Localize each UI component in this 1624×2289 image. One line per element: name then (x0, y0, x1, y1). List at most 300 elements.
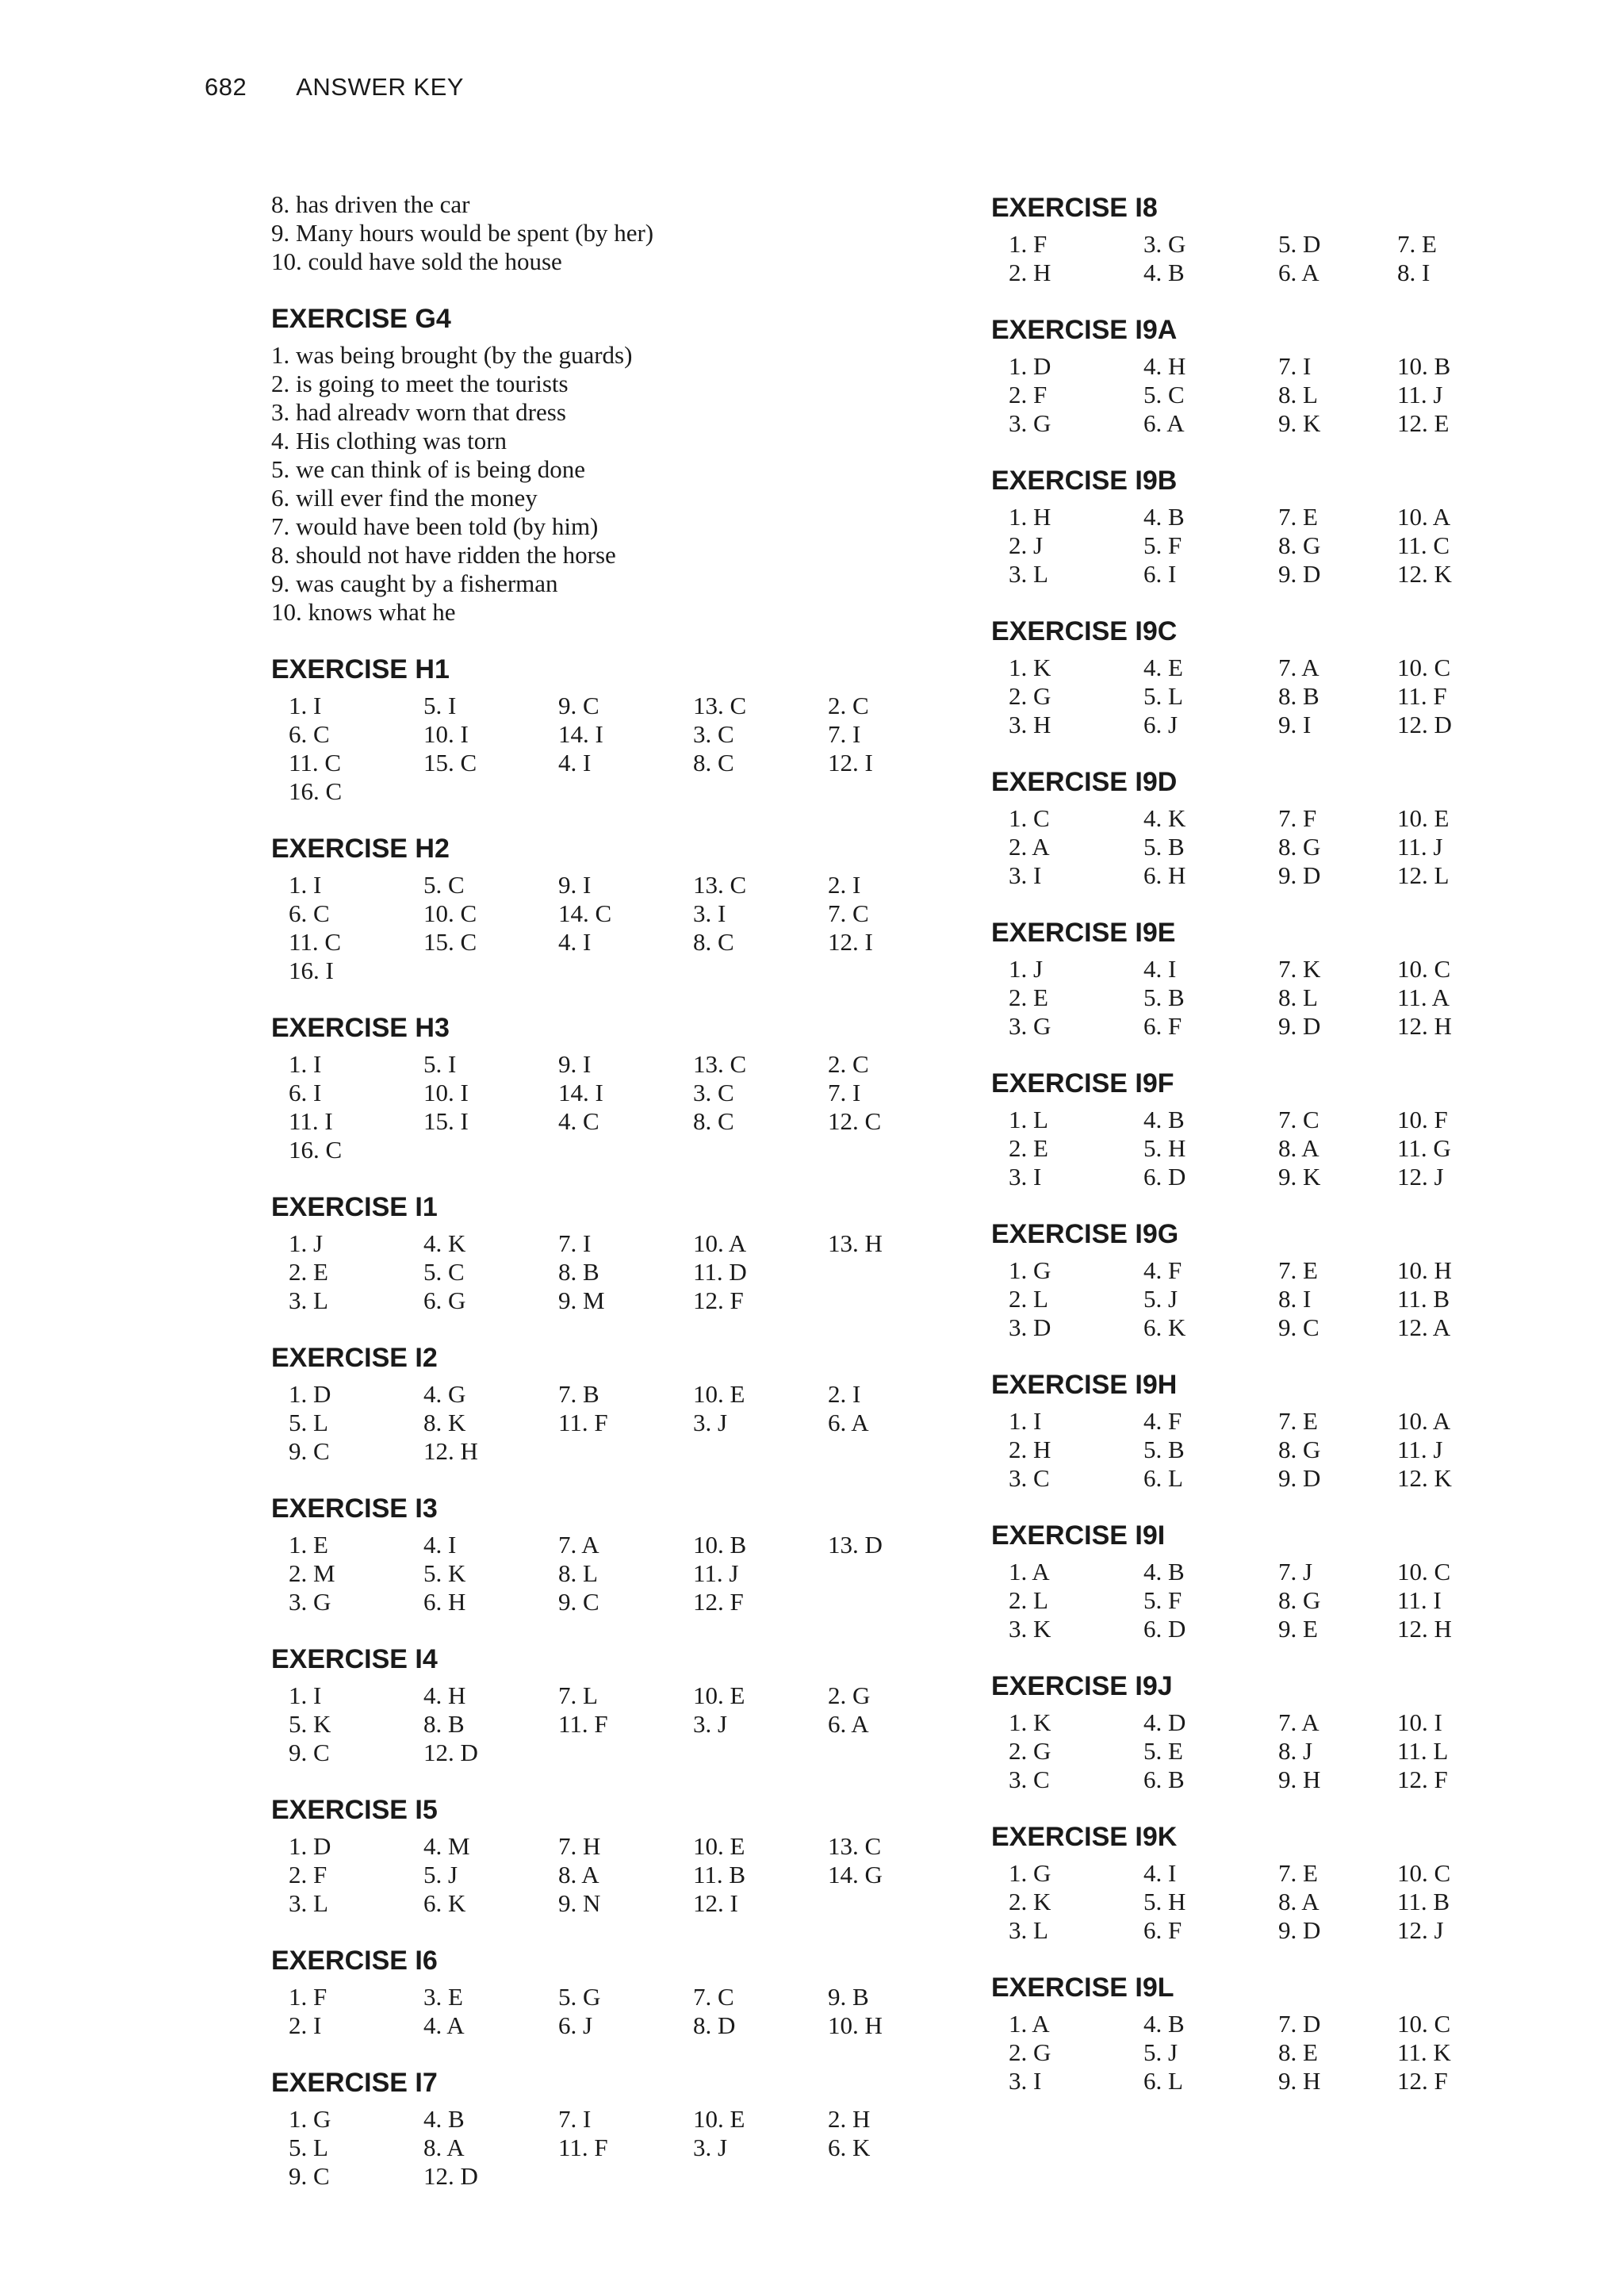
answer-cell: 6. I (1143, 560, 1177, 588)
answer-cell: 13. C (828, 1832, 882, 1860)
answer-cell: 2. I (828, 1380, 861, 1408)
list-item: 8. has driven the car (271, 190, 470, 218)
answer-cell: 9. H (1278, 1766, 1321, 1793)
answer-cell: 5. B (1143, 1436, 1185, 1463)
answer-cell: 4. B (1143, 259, 1185, 286)
answer-grid (991, 804, 1546, 890)
answer-cell: 8. A (1278, 1134, 1320, 1162)
answer-cell (828, 1258, 963, 1286)
answer-cell: 11. F (558, 1710, 608, 1738)
answer-cell: 11. I (289, 1107, 333, 1135)
answer-cell: 12. D (1397, 711, 1452, 738)
answer-cell: 3. K (1009, 1615, 1051, 1643)
answer-cell: 10. C (1397, 1859, 1451, 1887)
answer-grid (271, 1531, 937, 1616)
answer-cell: 10. C (1397, 955, 1451, 983)
answer-cell: 15. C (423, 749, 477, 776)
answer-grid (991, 1708, 1546, 1794)
answer-cell: 8. B (423, 1710, 465, 1738)
answer-cell: 1. A (1009, 2010, 1050, 2038)
answer-cell: 9. B (828, 1983, 869, 2011)
exercise-section (271, 1340, 937, 1466)
answer-cell: 3. L (289, 1889, 328, 1917)
answer-cell: 6. L (1143, 1464, 1183, 1492)
answer-cell: 11. F (1397, 682, 1447, 710)
answer-cell: 4. I (558, 928, 592, 956)
answer-grid (271, 692, 937, 806)
answer-cell: 6. A (828, 1409, 869, 1436)
answer-cell: 1. I (1009, 1407, 1042, 1435)
answer-cell: 4. I (1143, 1859, 1177, 1887)
exercise-title: EXERCISE I9G (991, 1219, 1179, 1249)
answer-cell: 2. G (828, 1681, 871, 1709)
answer-cell: 2. M (289, 1559, 335, 1587)
exercise-title: EXERCISE I9A (991, 315, 1178, 345)
list-item: 2. is going to meet the tourists (271, 370, 569, 397)
answer-cell: 10. H (828, 2011, 883, 2039)
answer-cell: 12. C (828, 1107, 882, 1135)
answer-cell: 8. I (1278, 1285, 1312, 1313)
answer-cell: 15. I (423, 1107, 469, 1135)
answer-cell: 4. B (1143, 1106, 1185, 1133)
answer-cell: 13. D (828, 1531, 883, 1559)
exercise-title: EXERCISE I3 (271, 1493, 438, 1524)
answer-cell: 8. B (1278, 682, 1320, 710)
answer-cell: 4. I (558, 749, 592, 776)
answer-cell: 1. F (1009, 230, 1048, 258)
answer-cell: 2. A (1009, 833, 1050, 861)
exercise-title: EXERCISE I9I (991, 1520, 1166, 1551)
answer-cell: 4. I (1143, 955, 1177, 983)
answer-cell: 7. I (1278, 352, 1312, 380)
answer-cell: 10. I (423, 1079, 469, 1106)
answer-cell: 9. C (558, 692, 599, 719)
answer-grid (271, 1681, 937, 1767)
answer-cell: 4. H (1143, 352, 1186, 380)
answer-cell: 5. L (289, 1409, 328, 1436)
answer-cell: 2. C (828, 1050, 869, 1078)
list-item: 10. knows what he (271, 598, 456, 626)
answer-cell: 14. I (558, 1079, 603, 1106)
answer-cell: 8. C (693, 1107, 734, 1135)
answer-cell: 3. I (1009, 861, 1042, 889)
answer-cell (828, 1889, 963, 1918)
list-item: 6. will ever find the money (271, 484, 538, 512)
answer-cell: 1. E (289, 1531, 328, 1559)
answer-cell: 3. G (1143, 230, 1186, 258)
answer-cell: 7. I (828, 720, 861, 748)
answer-cell: 3. C (1009, 1464, 1050, 1492)
answer-cell: 4. F (1143, 1256, 1182, 1284)
answer-cell: 3. G (289, 1588, 331, 1616)
answer-cell: 12. J (1397, 1916, 1444, 1944)
answer-cell: 1. D (289, 1832, 331, 1860)
answer-cell: 10. E (693, 1380, 745, 1408)
exercise-section (271, 1491, 937, 1616)
answer-cell: 6. A (828, 1710, 869, 1738)
answer-cell: 7. I (558, 1229, 592, 1257)
answer-cell: 10. B (1397, 352, 1451, 380)
answer-cell: 9. D (1278, 1916, 1321, 1944)
answer-grid (991, 1106, 1546, 1191)
exercise-section (991, 190, 1546, 287)
answer-cell: 6. J (558, 2011, 593, 2039)
answer-cell: 7. E (1278, 1407, 1318, 1435)
answer-cell: 9. I (1278, 711, 1312, 738)
answer-cell: 11. J (1397, 1436, 1443, 1463)
page-number: 682 (205, 73, 247, 101)
answer-cell: 13. C (693, 1050, 747, 1078)
answer-cell: 12. F (1397, 2067, 1448, 2095)
answer-cell: 7. F (1278, 804, 1317, 832)
answer-cell: 6. D (1143, 1163, 1186, 1191)
answer-cell: 5. C (1143, 381, 1185, 408)
answer-cell: 11. F (558, 2134, 608, 2161)
exercise-title: EXERCISE I9C (991, 616, 1178, 646)
answer-cell: 3. I (1009, 1163, 1042, 1191)
exercise-title: EXERCISE I9H (991, 1370, 1178, 1400)
answer-cell: 8. G (1278, 833, 1321, 861)
answer-cell: 3. G (1009, 1012, 1051, 1040)
answer-grid (271, 871, 937, 985)
answer-cell: 6. L (1143, 2067, 1183, 2095)
answer-cell: 5. K (289, 1710, 331, 1738)
answer-cell: 4. I (423, 1531, 457, 1559)
answer-cell: 1. L (1009, 1106, 1048, 1133)
answer-cell: 12. I (828, 749, 873, 776)
answer-cell: 1. I (289, 871, 322, 899)
answer-grid (991, 1256, 1546, 1342)
answer-cell: 2. H (828, 2105, 871, 2133)
answer-cell: 4. B (1143, 2010, 1185, 2038)
exercise-title: EXERCISE I6 (271, 1946, 438, 1976)
answer-grid (991, 503, 1546, 589)
answer-cell: 9. I (558, 1050, 592, 1078)
list-item: 7. would have been told (by him) (271, 512, 599, 540)
answer-cell: 7. C (828, 899, 869, 927)
answer-cell: 8. J (1278, 1737, 1313, 1765)
answer-cell: 7. H (558, 1832, 601, 1860)
answer-cell: 9. E (1278, 1615, 1318, 1643)
answer-cell: 11. K (1397, 2038, 1451, 2066)
answer-grid (271, 1832, 937, 1918)
answer-cell: 7. E (1278, 503, 1318, 531)
answer-cell: 12. F (693, 1588, 744, 1616)
answer-cell: 9. D (1278, 1464, 1321, 1492)
answer-cell: 7. J (1278, 1558, 1313, 1585)
answer-cell: 6. A (1278, 259, 1320, 286)
answer-cell: 2. F (289, 1861, 327, 1888)
answer-cell: 1. I (289, 1681, 322, 1709)
answer-cell: 4. B (1143, 1558, 1185, 1585)
list-item: 3. had alreadv worn that dress (271, 398, 566, 426)
answer-cell: 2. H (1009, 1436, 1051, 1463)
answer-cell: 7. I (828, 1079, 861, 1106)
answer-cell: 9. D (1278, 1012, 1321, 1040)
answer-cell: 12. K (1397, 1464, 1452, 1492)
answer-cell: 6. C (289, 899, 330, 927)
answer-cell: 12. H (1397, 1615, 1452, 1643)
answer-cell: 4. M (423, 1832, 470, 1860)
answer-cell: 1. G (1009, 1256, 1051, 1284)
exercise-title: EXERCISE I9J (991, 1671, 1173, 1701)
answer-cell: 1. I (289, 692, 322, 719)
answer-cell: 5. K (423, 1559, 466, 1587)
answer-cell: 7. E (1278, 1256, 1318, 1284)
answer-cell: 16. I (289, 957, 334, 984)
answer-cell: 7. B (558, 1380, 599, 1408)
answer-cell: 7. I (558, 2105, 592, 2133)
exercise-title: EXERCISE I1 (271, 1192, 438, 1222)
answer-cell: 5. H (1143, 1134, 1186, 1162)
answer-cell: 4. F (1143, 1407, 1182, 1435)
answer-cell: 4. C (558, 1107, 599, 1135)
answer-cell: 8. L (558, 1559, 598, 1587)
answer-cell: 7. A (1278, 654, 1320, 681)
answer-cell: 1. J (1009, 955, 1044, 983)
answer-cell: 4. E (1143, 654, 1183, 681)
answer-cell: 9. C (289, 1437, 330, 1465)
answer-cell: 11. D (693, 1258, 747, 1286)
answer-cell: 4. K (1143, 804, 1186, 832)
answer-cell: 8. B (558, 1258, 599, 1286)
answer-cell: 9. C (558, 1588, 599, 1616)
exercise-section (991, 1970, 1546, 2095)
answer-cell: 4. A (423, 2011, 465, 2039)
answer-cell: 12. H (423, 1437, 478, 1465)
answer-cell: 8. A (423, 2134, 465, 2161)
exercise-title: EXERCISE H1 (271, 654, 450, 684)
exercise-section (271, 1642, 937, 1767)
answer-cell: 7. E (1397, 230, 1437, 258)
exercise-title: EXERCISE I5 (271, 1795, 438, 1825)
answer-cell: 5. L (289, 2134, 328, 2161)
answer-cell: 7. A (1278, 1708, 1320, 1736)
answer-cell: 9. C (1278, 1313, 1320, 1341)
answer-cell: 2. K (1009, 1888, 1051, 1915)
exercise-title: EXERCISE I9F (991, 1068, 1174, 1098)
answer-cell: 10. A (1397, 503, 1451, 531)
answer-cell: 10. A (1397, 1407, 1451, 1435)
answer-cell: 3. E (423, 1983, 463, 2011)
answer-cell: 8. G (1278, 531, 1321, 559)
answer-grid (271, 1983, 937, 2040)
exercise-section (991, 915, 1546, 1041)
answer-cell: 10. C (1397, 1558, 1451, 1585)
exercise-section (271, 1190, 937, 1315)
left-column (271, 190, 937, 2191)
exercise-section (991, 1217, 1546, 1342)
answer-cell: 2. G (1009, 682, 1051, 710)
answer-cell: 9. N (558, 1889, 601, 1917)
answer-cell: 12. I (693, 1889, 738, 1917)
exercise-title: EXERCISE I2 (271, 1343, 438, 1373)
answer-cell: 6. I (289, 1079, 322, 1106)
answer-grid (991, 1558, 1546, 1643)
answer-cell: 6. A (1143, 409, 1185, 437)
answer-cell: 10. E (693, 1832, 745, 1860)
exercise-section (271, 1792, 937, 1918)
answer-cell: 9. C (289, 1739, 330, 1766)
continued-list (271, 190, 937, 276)
answer-cell: 11. B (693, 1861, 746, 1888)
exercise-title: EXERCISE I9L (991, 1973, 1174, 2003)
answer-cell: 13. C (693, 692, 747, 719)
answer-cell: 6. F (1143, 1012, 1182, 1040)
answer-cell: 10. C (1397, 654, 1451, 681)
answer-cell: 6. J (1143, 711, 1178, 738)
answer-cell: 1. K (1009, 1708, 1051, 1736)
exercise-section (991, 1819, 1546, 1945)
list-item: 1. was being brought (by the guards) (271, 341, 633, 369)
answer-cell: 4. H (423, 1681, 466, 1709)
answer-cell: 9. D (1278, 861, 1321, 889)
exercise-title: EXERCISE I9K (991, 1822, 1178, 1852)
answer-cell: 10. C (1397, 2010, 1451, 2038)
answer-grid (991, 1407, 1546, 1493)
answer-cell: 3. C (693, 1079, 734, 1106)
answer-grid (991, 2010, 1546, 2095)
answer-cell: 14. I (558, 720, 603, 748)
answer-cell: 9. D (1278, 560, 1321, 588)
answer-cell: 11. J (693, 1559, 739, 1587)
answer-cell: 8. A (558, 1861, 599, 1888)
answer-cell: 11. G (1397, 1134, 1451, 1162)
exercise-title: EXERCISE H2 (271, 834, 450, 864)
answer-cell: 14. G (828, 1861, 883, 1888)
answer-cell: 10. E (693, 1681, 745, 1709)
answer-cell: 5. J (1143, 2038, 1178, 2066)
answer-grid (991, 1859, 1546, 1945)
answer-cell: 7. L (558, 1681, 598, 1709)
answer-cell: 7. A (558, 1531, 599, 1559)
answer-cell: 16. C (289, 1136, 343, 1164)
answer-cell: 2. I (828, 871, 861, 899)
answer-cell: 6. H (1143, 861, 1186, 889)
answer-cell: 9. M (558, 1286, 605, 1314)
answer-cell: 10. A (693, 1229, 747, 1257)
answer-cell: 12. F (693, 1286, 744, 1314)
answer-list (271, 341, 937, 627)
answer-cell: 11. F (558, 1409, 608, 1436)
answer-cell: 7. C (1278, 1106, 1320, 1133)
answer-cell: 6. K (828, 2134, 871, 2161)
answer-cell: 2. J (1009, 531, 1044, 559)
answer-cell: 8. I (1397, 259, 1431, 286)
answer-cell: 2. H (1009, 259, 1051, 286)
answer-cell: 12. I (828, 928, 873, 956)
exercise-section (991, 1367, 1546, 1493)
answer-cell: 10. F (1397, 1106, 1448, 1133)
exercise-section (271, 652, 937, 806)
answer-cell: 10. E (693, 2105, 745, 2133)
answer-cell: 1. C (1009, 804, 1050, 832)
answer-cell: 10. H (1397, 1256, 1452, 1284)
exercise-section (271, 2065, 937, 2191)
exercise-section (991, 463, 1546, 589)
exercise-title: EXERCISE I9B (991, 466, 1178, 496)
list-item: 9. was caught by a fisherman (271, 569, 558, 597)
answer-cell: 9. I (558, 871, 592, 899)
exercise-section (271, 831, 937, 985)
answer-cell: 2. C (828, 692, 869, 719)
answer-cell: 11. C (289, 749, 342, 776)
page-header-title: ANSWER KEY (296, 73, 464, 101)
answer-cell: 3. L (1009, 1916, 1048, 1944)
list-item: 10. could have sold the house (271, 247, 562, 275)
exercise-title: EXERCISE I7 (271, 2068, 438, 2098)
answer-cell: 15. C (423, 928, 477, 956)
answer-grid (991, 230, 1546, 287)
answer-cell: 5. B (1143, 833, 1185, 861)
answer-cell: 14. C (558, 899, 612, 927)
answer-cell: 8. G (1278, 1586, 1321, 1614)
answer-cell: 1. D (1009, 352, 1051, 380)
exercise-section (991, 312, 1546, 438)
answer-cell: 1. H (1009, 503, 1051, 531)
answer-cell: 6. F (1143, 1916, 1182, 1944)
answer-grid (271, 1380, 937, 1466)
answer-cell (828, 1588, 963, 1616)
answer-cell: 1. D (289, 1380, 331, 1408)
answer-cell: 12. D (423, 2162, 478, 2190)
answer-cell: 10. B (693, 1531, 747, 1559)
list-item: 9. Many hours would be spent (by her) (271, 219, 654, 247)
answer-cell: 7. D (1278, 2010, 1321, 2038)
list-item: 8. should not have ridden the horse (271, 541, 616, 569)
answer-cell: 13. H (828, 1229, 883, 1257)
answer-cell: 12. K (1397, 560, 1452, 588)
answer-cell: 3. L (1009, 560, 1048, 588)
answer-cell: 6. B (1143, 1766, 1185, 1793)
answer-cell: 1. G (289, 2105, 331, 2133)
answer-cell: 2. E (289, 1258, 328, 1286)
answer-cell (828, 1559, 963, 1588)
exercise-section (271, 1010, 937, 1164)
answer-cell: 12. J (1397, 1163, 1444, 1191)
answer-cell: 1. I (289, 1050, 322, 1078)
answer-cell: 3. J (693, 1710, 728, 1738)
answer-cell: 11. L (1397, 1737, 1449, 1765)
answer-cell: 10. E (1397, 804, 1450, 832)
answer-cell: 10. I (1397, 1708, 1442, 1736)
running-head (205, 73, 464, 108)
answer-cell: 9. K (1278, 409, 1321, 437)
answer-cell: 3. H (1009, 711, 1051, 738)
answer-cell: 4. K (423, 1229, 466, 1257)
answer-cell: 6. H (423, 1588, 466, 1616)
answer-cell: 2. F (1009, 381, 1048, 408)
answer-cell: 9. K (1278, 1163, 1321, 1191)
answer-cell: 16. C (289, 777, 343, 805)
answer-cell: 10. I (423, 720, 469, 748)
answer-cell: 3. L (289, 1286, 328, 1314)
answer-cell: 1. G (1009, 1859, 1051, 1887)
answer-cell: 8. A (1278, 1888, 1320, 1915)
list-item: 4. His clothing was torn (271, 427, 508, 454)
answer-cell: 12. L (1397, 861, 1450, 889)
answer-grid (271, 1229, 937, 1315)
answer-grid (991, 352, 1546, 438)
answer-cell: 7. C (693, 1983, 734, 2011)
answer-cell: 12. D (423, 1739, 478, 1766)
exercise-section (991, 1669, 1546, 1794)
answer-cell: 10. C (423, 899, 477, 927)
answer-cell: 5. G (558, 1983, 601, 2011)
answer-cell: 3. J (693, 1409, 728, 1436)
answer-cell: 3. C (693, 720, 734, 748)
answer-cell: 2. G (1009, 2038, 1051, 2066)
